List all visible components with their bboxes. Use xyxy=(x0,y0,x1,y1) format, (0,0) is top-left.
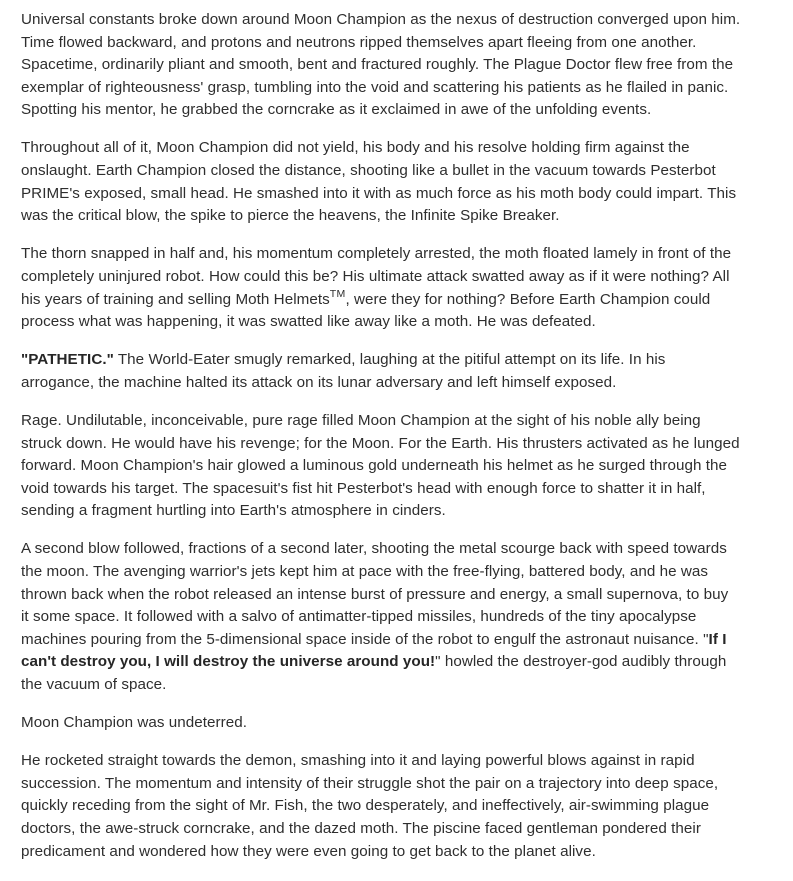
text-segment: The World-Eater smugly remarked, laughing at the pitiful attempt on its life. In his xyxy=(113,351,666,369)
text-line xyxy=(21,266,791,289)
text-segment: completely uninjured robot. How could this be? His ultimate attack swatted away as if it were nothing? All xyxy=(21,267,730,285)
bold-text: can't destroy you, I will destroy the universe around you! xyxy=(21,653,436,671)
text-segment: Rage. Undilutable, inconceivable, pure rage filled Moon Champion at the sight of his noble ally being xyxy=(21,411,701,429)
text-line xyxy=(21,410,791,433)
story-paragraph xyxy=(21,410,791,523)
text-segment: Time flowed backward, and protons and neutrons ripped themselves apart fleeing from one another. xyxy=(21,33,697,51)
text-segment: He rocketed straight towards the demon, smashing into it and laying powerful blows against in rapid xyxy=(21,752,695,770)
text-line xyxy=(21,243,791,266)
text-segment: the vacuum of space. xyxy=(21,675,167,693)
text-segment: Moon Champion was undeterred. xyxy=(21,714,248,732)
text-line xyxy=(21,674,791,697)
text-line xyxy=(21,795,791,818)
text-segment: succession. The momentum and intensity of their struggle shot the pair on a trajectory into deep space, xyxy=(21,774,719,792)
text-segment: his years of training and selling Moth Helmets xyxy=(21,290,330,308)
story-paragraph xyxy=(21,137,791,227)
text-line xyxy=(21,32,791,55)
text-segment: , were they for nothing? Before Earth Champion could xyxy=(345,290,711,308)
text-segment: A second blow followed, fractions of a second later, shooting the metal scourge back with speed towards xyxy=(21,540,727,558)
text-segment: forward. Moon Champion's hair glowed a luminous gold underneath his helmet as he surged through the xyxy=(21,457,728,475)
text-line xyxy=(21,712,791,735)
text-line xyxy=(21,478,791,501)
story-paragraph xyxy=(21,538,791,696)
bold-text: "PATHETIC." xyxy=(21,351,114,369)
text-segment: doctors, the awe-struck corncrake, and the dazed moth. The piscine faced gentleman pondered their xyxy=(21,819,701,837)
text-segment: PRIME's exposed, small head. He smashed into it with as much force as his moth body could impart. This xyxy=(21,184,737,202)
text-segment: The thorn snapped in half and, his momentum completely arrested, the moth floated lamely in front of the xyxy=(21,245,732,263)
bold-text: If I xyxy=(708,630,727,648)
story-text xyxy=(21,9,791,879)
text-segment: predicament and wondered how they were even going to get back to the planet alive. xyxy=(21,842,596,860)
trademark-superscript: TM xyxy=(329,287,346,300)
text-segment: " howled the destroyer-god audibly through xyxy=(435,653,727,671)
text-line xyxy=(21,160,791,183)
story-paragraph xyxy=(21,349,791,394)
text-line xyxy=(21,606,791,629)
text-segment: machines pouring from the 5-dimensional space inside of the robot to engulf the astronaut nuisance. " xyxy=(21,630,709,648)
story-paragraph xyxy=(21,9,791,122)
text-line xyxy=(21,629,791,652)
story-paragraph xyxy=(21,750,791,863)
text-segment: it some space. It followed with a salvo of antimatter-tipped missiles, hundreds of the tiny apocalypse xyxy=(21,608,697,626)
story-paragraph xyxy=(21,243,791,333)
text-line xyxy=(21,651,791,674)
text-line xyxy=(21,77,791,100)
text-segment: Universal constants broke down around Moon Champion as the nexus of destruction converged upon him. xyxy=(21,11,741,28)
text-line xyxy=(21,349,791,372)
text-segment: was the critical blow, the spike to pierce the heavens, the Infinite Spike Breaker. xyxy=(21,207,560,225)
text-line xyxy=(21,183,791,206)
text-line xyxy=(21,137,791,160)
text-segment: Spotting his mentor, he grabbed the corncrake as it exclaimed in awe of the unfolding events. xyxy=(21,101,652,119)
text-segment: sending a fragment hurtling into Earth's atmosphere in cinders. xyxy=(21,502,446,520)
text-segment: Spacetime, ordinarily pliant and smooth, bent and fractured roughly. The Plague Doctor flew free from the xyxy=(21,56,734,74)
text-segment: Throughout all of it, Moon Champion did not yield, his body and his resolve holding firm against the xyxy=(21,139,690,157)
text-line xyxy=(21,750,791,773)
text-segment: struck down. He would have his revenge; for the Moon. For the Earth. His thrusters activated as he lunged xyxy=(21,434,740,452)
text-line xyxy=(21,773,791,796)
text-segment: the moon. The avenging warrior's jets kept him at pace with the free-flying, battered body, and he was xyxy=(21,562,709,580)
text-segment: void towards his target. The spacesuit's fist hit Pesterbot's head with enough force to shatter it in half, xyxy=(21,479,706,497)
text-segment: exemplar of righteousness' grasp, tumbling into the void and scattering his patients as he flailed in panic. xyxy=(21,78,729,96)
text-line xyxy=(21,538,791,561)
text-line xyxy=(21,561,791,584)
text-line xyxy=(21,205,791,228)
text-segment: onslaught. Earth Champion closed the distance, shooting like a bullet in the vacuum towards Pesterbot xyxy=(21,162,716,180)
text-line xyxy=(21,818,791,841)
text-line xyxy=(21,455,791,478)
text-line xyxy=(21,433,791,456)
text-line xyxy=(21,54,791,77)
text-line xyxy=(21,311,791,334)
text-line xyxy=(21,584,791,607)
text-segment: process what was happening, it was swatted like away like a moth. He was defeated. xyxy=(21,313,596,331)
text-line xyxy=(21,99,791,122)
text-line xyxy=(21,289,791,312)
text-segment: arrogance, the machine halted its attack on its lunar adversary and left himself exposed. xyxy=(21,373,617,391)
text-line xyxy=(21,9,791,32)
text-segment: quickly receding from the sight of Mr. Fish, the two desperately, and ineffectively, air-swimming plague xyxy=(21,797,710,815)
text-line xyxy=(21,500,791,523)
text-line xyxy=(21,841,791,864)
story-paragraph xyxy=(21,712,791,735)
text-segment: thrown back when the robot released an intense burst of pressure and energy, a small supernova, to buy xyxy=(21,585,729,603)
text-line xyxy=(21,372,791,395)
